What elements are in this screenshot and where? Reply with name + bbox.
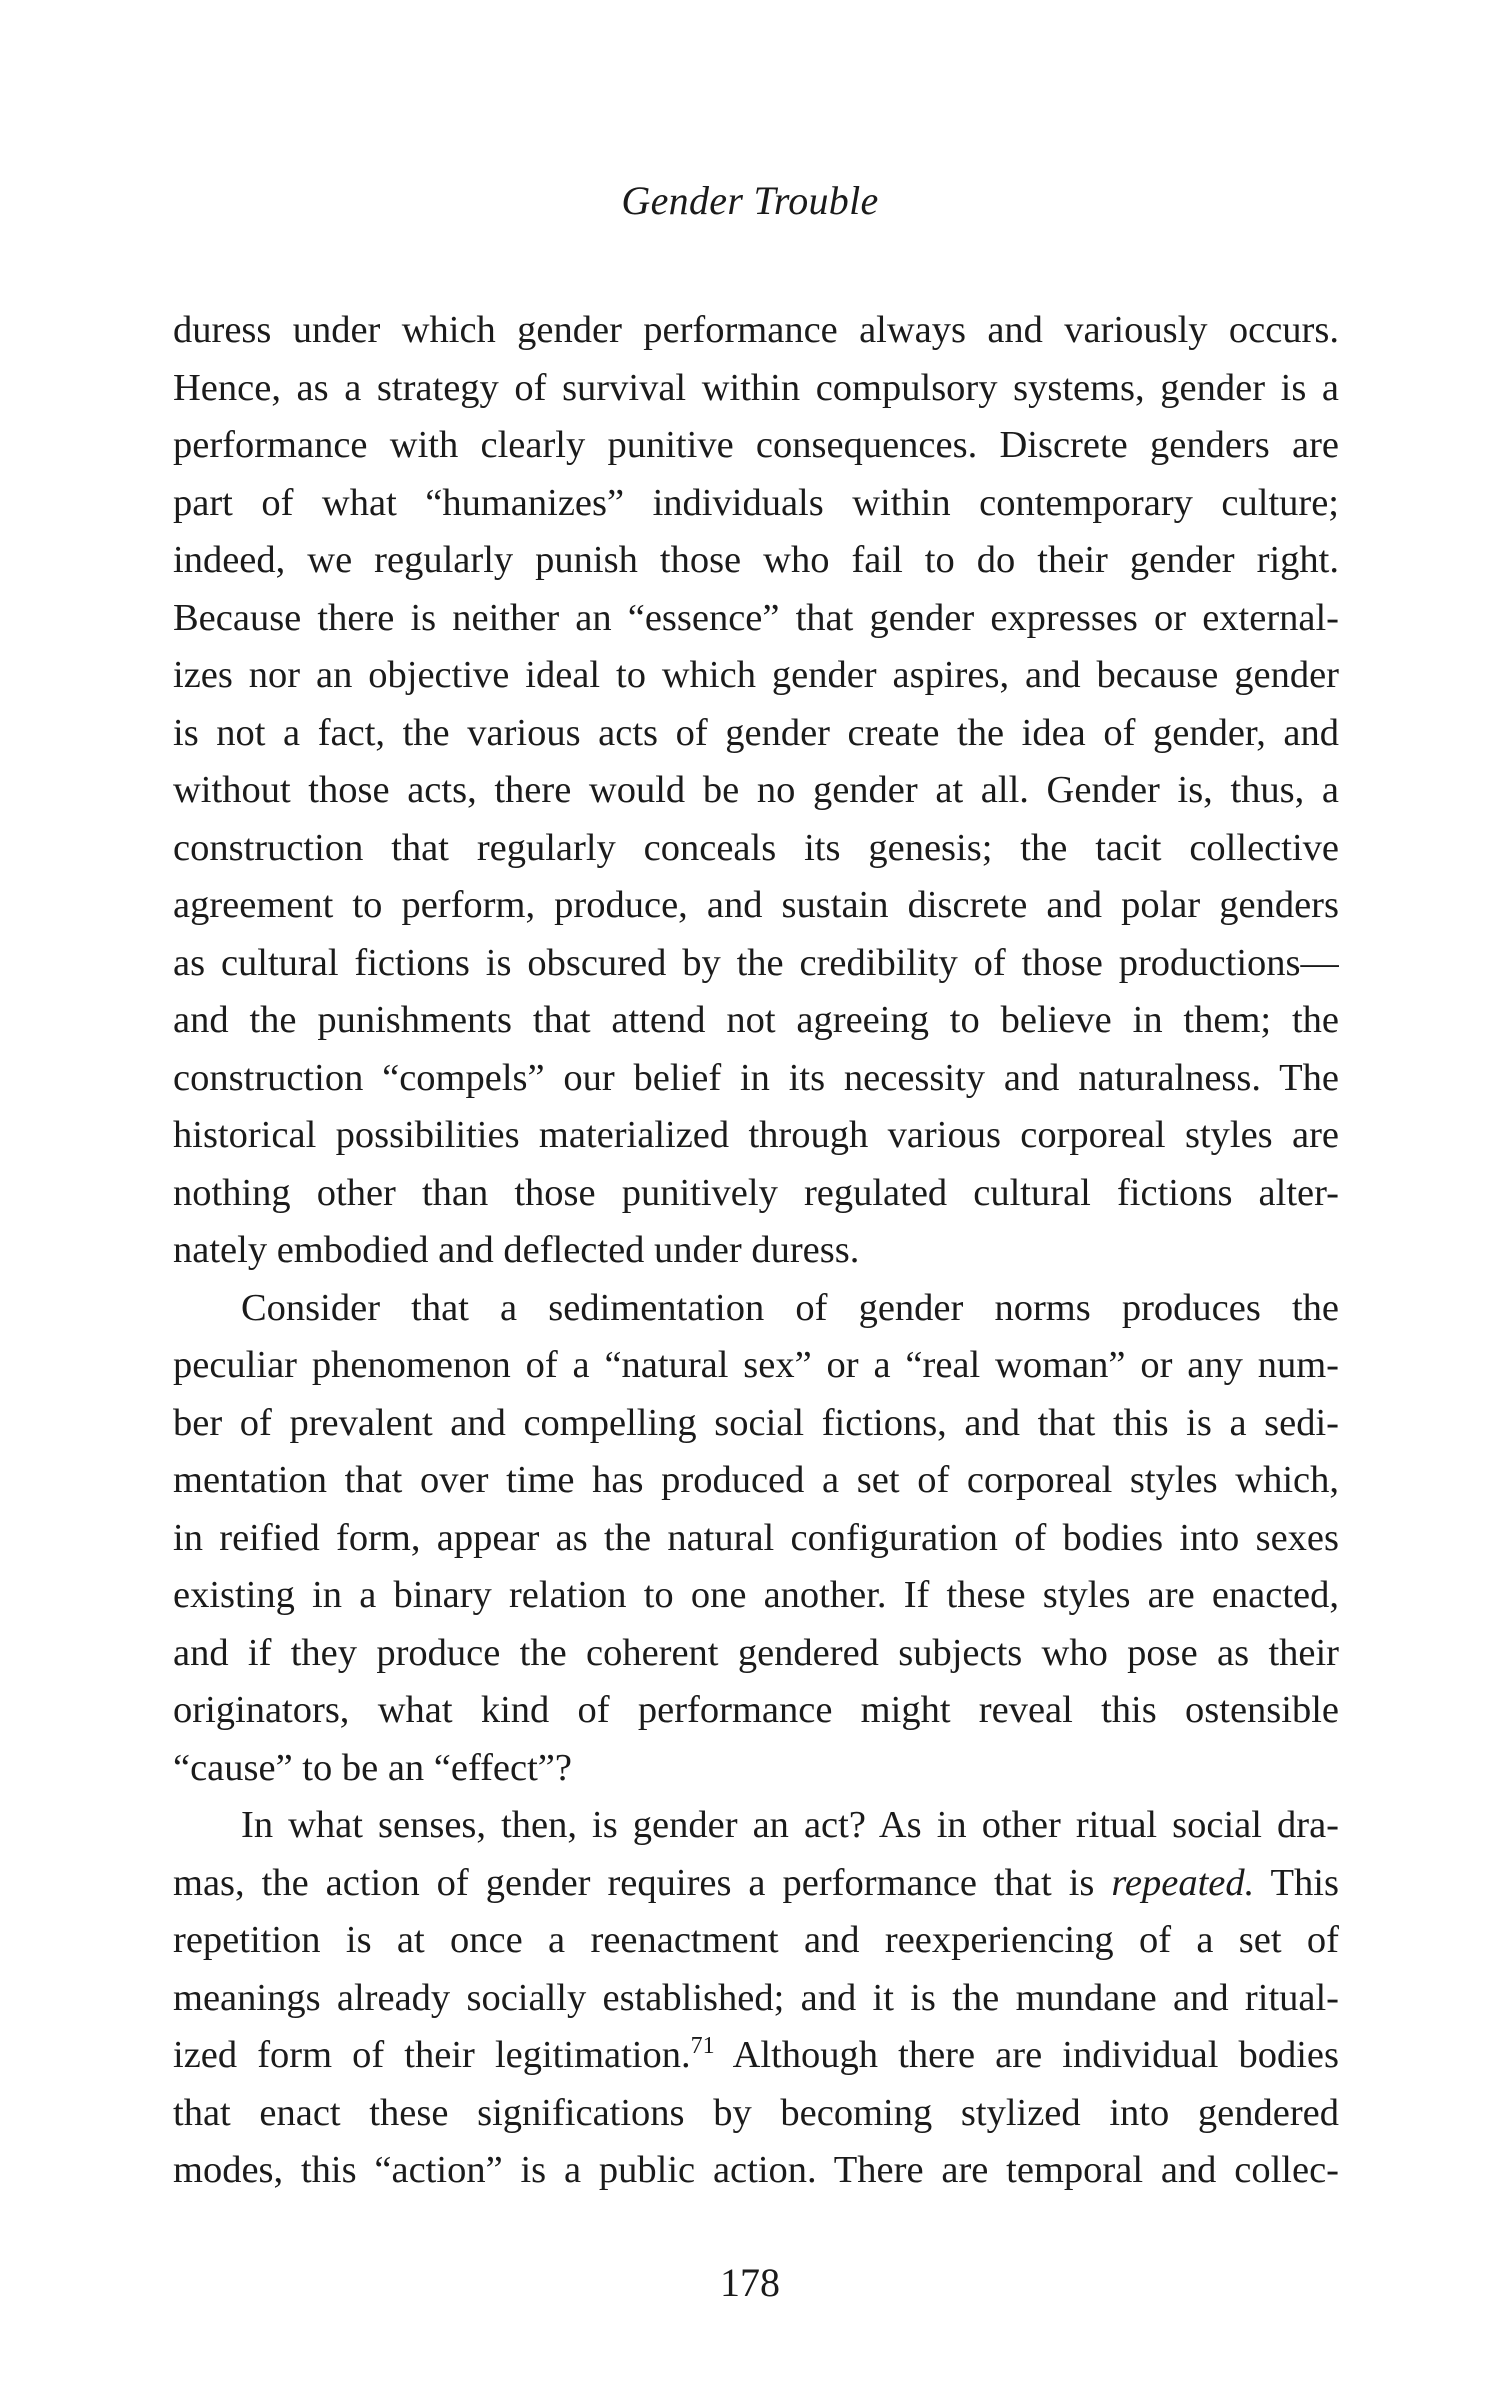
text-line: nothing other than those punitively regulated cultural fictions alter- [173,1171,1339,1214]
text-line: originators, what kind of performance might reveal this ostensible [173,1689,1339,1731]
text-line: part of what “humanizes” individuals within contemporary culture; [173,481,1339,524]
text-run: ized form of their legitimation. [173,2034,691,2076]
body-text [173,302,1339,2200]
text-line [173,2027,1339,2085]
paragraph-1 [173,302,1339,1280]
text-line: peculiar phenomenon of a “natural sex” or a “real woman” or any num- [173,1344,1339,1386]
emphasis-text: repeated. [1111,1861,1255,1904]
text-line: Consider that a sedimentation of gender norms produces the [241,1286,1339,1329]
text-line: without those acts, there would be no gender at all. Gender is, thus, a [173,769,1339,811]
text-run: mas, the action of gender requires a performance that is [173,1861,1112,1904]
text-line: Hence, as a strategy of survival within compulsory systems, gender is a [173,366,1339,409]
text-line: Because there is neither an “essence” that gender expresses or external- [173,596,1339,639]
text-line: agreement to perform, produce, and sustain discrete and polar genders [173,884,1339,926]
text-line: ber of prevalent and compelling social fictions, and that this is a sedi- [173,1401,1339,1444]
footnote-reference[interactable]: 71 [690,2033,715,2059]
text-line: and if they produce the coherent gendered subjects who pose as their [173,1631,1339,1674]
text-line: construction that regularly conceals its genesis; the tacit collective [173,826,1339,869]
text-line: that enact these significations by becoming stylized into gendered [173,2091,1339,2134]
text-line [173,1855,1339,1913]
text-line: historical possibilities materialized through various corporeal styles are [173,1114,1339,1156]
text-line: as cultural fictions is obscured by the credibility of those productions— [173,941,1339,984]
text-line: “cause” to be an “effect”? [173,1746,572,1789]
text-line: indeed, we regularly punish those who fail to do their gender right. [173,539,1339,581]
text-run: This [1254,1861,1339,1904]
text-line: in reified form, appear as the natural configuration of bodies into sexes [173,1516,1339,1559]
text-line: nately embodied and deflected under duress. [173,1229,860,1271]
text-line: In what senses, then, is gender an act? As in other ritual social dra- [241,1804,1339,1846]
page-number: 178 [720,2260,780,2305]
text-line: modes, this “action” is a public action. There are temporal and collec- [173,2149,1339,2191]
text-line: construction “compels” our belief in its necessity and naturalness. The [173,1056,1339,1099]
text-line: and the punishments that attend not agreeing to believe in them; the [173,999,1339,1041]
text-line: izes nor an objective ideal to which gender aspires, and because gender [173,654,1339,696]
running-head-title: Gender Trouble [621,178,879,223]
text-run: Although there are individual bodies [714,2034,1339,2076]
text-line: duress under which gender performance always and variously occurs. [173,309,1339,351]
text-line: is not a fact, the various acts of gender create the idea of gender, and [173,711,1339,754]
text-line: meanings already socially established; and it is the mundane and ritual- [173,1976,1339,2019]
paragraph-3 [173,1797,1339,2200]
text-line: existing in a binary relation to one another. If these styles are enacted, [173,1574,1339,1616]
text-line: mentation that over time has produced a set of corporeal styles which, [173,1459,1339,1501]
text-line: repetition is at once a reenactment and reexperiencing of a set of [173,1919,1339,1961]
text-line: performance with clearly punitive consequences. Discrete genders are [173,424,1339,466]
paragraph-2 [173,1280,1339,1798]
